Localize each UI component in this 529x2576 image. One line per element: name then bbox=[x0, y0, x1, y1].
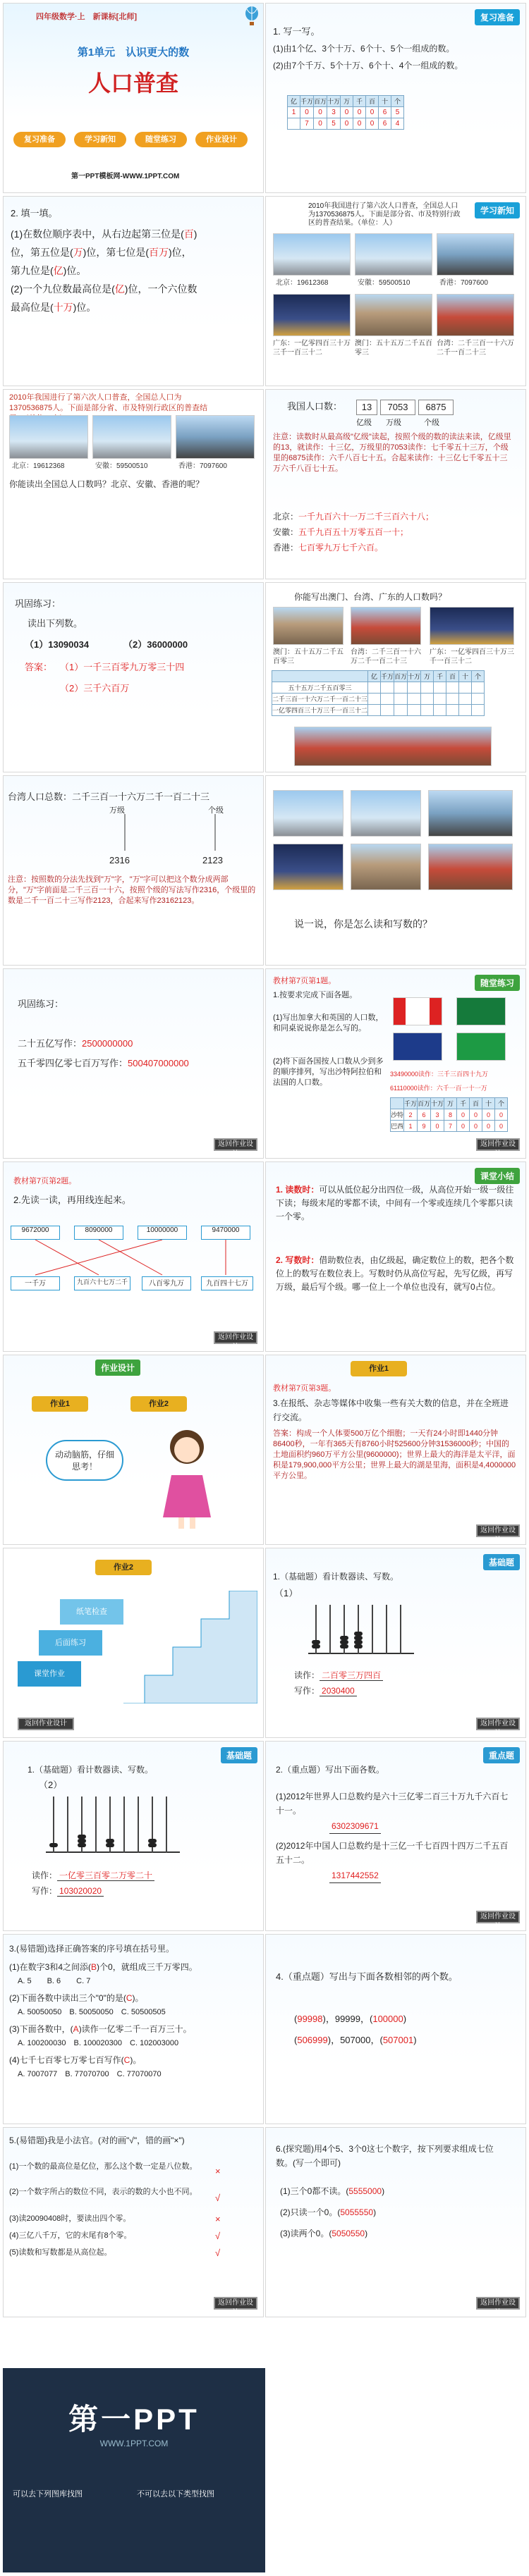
ans: 答案：构成一个人体要500万亿个细胞；一天有24小时即1440分钟86400秒，一年有365天有8760小时525600分钟31536000秒；中国的土地面积约960万平方公里(9600000)；世界上最大的海洋是太平洋，面积是179,900,000平方公里；世界上最大的湖是里海，面积是4,4000000平方公里。 bbox=[273, 1429, 516, 1480]
digit-13: 13 bbox=[356, 400, 377, 415]
cap-gd: 广东：一亿零四百三十万三千一百三十二 bbox=[273, 340, 351, 357]
ref: 教材第7页第1题。 bbox=[273, 977, 336, 985]
slide-match bbox=[3, 1161, 264, 1352]
photo-hongkong bbox=[437, 233, 514, 276]
l2: 五千零四亿零七百万写作：500407000000 bbox=[18, 1058, 189, 1068]
ans-label: 答案： bbox=[25, 662, 53, 672]
l4: (4)七千七百零七万零七百写作(C)。 bbox=[9, 2055, 142, 2065]
logo-text: 第一PPT bbox=[68, 2403, 200, 2436]
photo-guangdong bbox=[273, 294, 351, 336]
cap-macau: 澳门：五十五万二千五百零三 bbox=[273, 648, 343, 665]
tag-label: 随堂练习 bbox=[475, 975, 520, 991]
tag-label: 复习准备 bbox=[475, 9, 520, 25]
hint-2: 不可以去以下类型找图 bbox=[137, 2490, 214, 2498]
back-button[interactable]: 返回作业设计 bbox=[214, 1138, 257, 1151]
o1: A. 5 B. 6 C. 7 bbox=[18, 1977, 91, 1985]
digit-7053: 7053 bbox=[380, 400, 415, 415]
btn-learn[interactable]: 学习新知 bbox=[74, 132, 126, 147]
abacus bbox=[46, 1797, 180, 1853]
n2: （2）36000000 bbox=[123, 639, 188, 650]
bj: 北京：一千九百六十一万二千三百六十八； bbox=[273, 512, 434, 522]
question: 你能读出全国总人口数吗？北京、安徽、香港的呢？ bbox=[9, 479, 205, 489]
v1: 6302309671 bbox=[329, 1819, 381, 1834]
a1: × bbox=[215, 2166, 221, 2176]
slide-judge bbox=[3, 2127, 264, 2317]
cap-taiwan: 台湾：二千三百一十六万二千一百二十三 bbox=[351, 648, 421, 665]
q: 5.(易错题)我是小法官。(对的画"√"，错的画"×") bbox=[9, 2136, 185, 2145]
photo-1 bbox=[273, 790, 343, 837]
header-text: 四年级数学·上 新课标[北师] bbox=[36, 13, 137, 21]
back-button[interactable]: 返回作业设计 bbox=[214, 1331, 257, 1344]
question: 1. 写一写。 bbox=[273, 26, 320, 37]
photo-hongkong bbox=[176, 415, 255, 459]
slide-taiwan bbox=[3, 775, 264, 966]
i1: (1)一个数的最高位是亿位，那么这个数一定是八位数。 bbox=[9, 2162, 197, 2171]
l1: 二十五亿写作：2500000000 bbox=[18, 1038, 133, 1049]
cap-macau: 澳门：五十五万二千五百零三 bbox=[355, 340, 432, 357]
word-2[interactable]: 九百六十七万二千 bbox=[74, 1276, 130, 1290]
num-2[interactable]: 8090000 bbox=[74, 1226, 123, 1240]
slide-countries bbox=[265, 968, 526, 1159]
num-1[interactable]: 9672000 bbox=[11, 1226, 60, 1240]
ref: 教材第7页第3题。 bbox=[273, 1384, 336, 1393]
o2: A. 50050050 B. 50050050 C. 50500505 bbox=[18, 2008, 166, 2016]
num-4[interactable]: 9470000 bbox=[201, 1226, 250, 1240]
q: 6.(探究题)用4个5、3个0这七个数字，按下列要求组成七位数。(写一个即可) bbox=[276, 2144, 494, 2168]
lb: （2） bbox=[39, 1780, 63, 1790]
n1: （1）13090034 bbox=[25, 639, 90, 650]
photo-guangdong bbox=[430, 607, 514, 645]
step-1[interactable]: 课堂作业 bbox=[18, 1661, 81, 1687]
photo-beijing bbox=[273, 233, 351, 276]
n2: 61110000读作：六千一百一十一万 bbox=[390, 1085, 487, 1092]
p1: 1. 读数时：可以从低位起分出四位一级，从高位开始一级一级往下读；每级末尾的零都不读，中间有一个零或连续几个零都只读一个零。 bbox=[276, 1185, 514, 1221]
slide-review bbox=[265, 3, 526, 193]
q: 巩固练习： bbox=[15, 598, 61, 609]
bubble: 动动脑筋，仔细思考！ bbox=[46, 1440, 123, 1481]
slide-census-read bbox=[3, 389, 264, 579]
hw1-label: 作业1 bbox=[351, 1361, 407, 1376]
back-button[interactable]: 返回作业设计 bbox=[476, 2297, 520, 2310]
cap-anhui: 安徽：59500510 bbox=[95, 462, 148, 470]
ans2: （2）三千六百万 bbox=[60, 683, 130, 694]
hw2-button[interactable]: 作业2 bbox=[130, 1396, 187, 1412]
tag-label: 基础题 bbox=[483, 1554, 520, 1570]
back-button[interactable]: 返回作业设计 bbox=[476, 1718, 520, 1730]
r1: (99998)，99999，(100000) bbox=[294, 2014, 407, 2024]
lb: （1） bbox=[274, 1588, 298, 1598]
cap-beijing: 北京：19612368 bbox=[276, 279, 329, 287]
cap-gd: 广东：一亿零四百三十万三千一百三十二 bbox=[430, 648, 514, 665]
btn-practice[interactable]: 随堂练习 bbox=[135, 132, 187, 147]
a2: √ bbox=[215, 2193, 221, 2203]
line1: (1)在数位顺序表中，从右边起第三位是(百) 位，第五位是(万)位，第七位是(百万)位， 第九位是(亿)位。 (2)一个九位数最高位是(亿)位，一个六位数 最高位是(十万)位。 bbox=[11, 228, 197, 313]
q: 2.（重点题）写出下面各数。 bbox=[276, 1765, 385, 1775]
flag-canada bbox=[393, 997, 442, 1025]
write-table: 亿 千万 百万 十万 万 千 百 十 个 五十五万二千五百零三 二千三百一十六万二千一百二十三 一亿零四百三十万三千一百三十二 bbox=[272, 670, 485, 716]
slide-choose bbox=[3, 1934, 264, 2124]
write: 写作： 103020020 bbox=[32, 1884, 104, 1898]
l1: (1)三个0都不读。(5555000) bbox=[280, 2186, 385, 2196]
tag-label: 学习新知 bbox=[475, 202, 520, 218]
btn-homework[interactable]: 作业设计 bbox=[195, 132, 248, 147]
i5: (5)读数和写数都是从高位起。 bbox=[9, 2248, 112, 2257]
intro: 2010年我国进行了第六次人口普查，全国总人口为1370536875人。下面是部分省、市及特别行政区的普查结 bbox=[9, 393, 208, 412]
q: 2.先读一读，再用线连起来。 bbox=[13, 1195, 131, 1205]
ans1: （1）一千三百零九万零三十四 bbox=[60, 662, 185, 672]
o3: A. 100200030 B. 100020300 C. 102003000 bbox=[18, 2039, 179, 2047]
footer-banner bbox=[3, 2368, 265, 2572]
country-table: 千万 百万 十万 万 千 百 十 个 沙特 2 6 3 8 0 0 0 0 巴西 1 9 0 7 0 0 0 0 bbox=[390, 1097, 508, 1132]
slide-practice-read bbox=[3, 582, 264, 772]
l1: (1)在数字3和4之间添(B)个0，就组成三千万零四。 bbox=[9, 1962, 197, 1972]
photo-gate bbox=[294, 727, 492, 766]
l2: (2)2012年中国人口总数约是十三亿一千七百四十四万二千五百五十二。 bbox=[276, 1841, 509, 1865]
flag-brazil bbox=[456, 1033, 506, 1061]
cap-hk: 香港：7097600 bbox=[439, 279, 488, 287]
tag-label: 基础题 bbox=[221, 1747, 257, 1763]
step-3[interactable]: 纸笔检查 bbox=[60, 1599, 123, 1625]
wj: 万级 bbox=[109, 806, 125, 815]
digit-6875: 6875 bbox=[418, 400, 454, 415]
step-2[interactable]: 后面练习 bbox=[39, 1630, 102, 1656]
level-ge: 个级 bbox=[424, 419, 439, 427]
btn-review[interactable]: 复习准备 bbox=[13, 132, 66, 147]
girl-icon bbox=[159, 1426, 215, 1532]
photo-3 bbox=[428, 790, 513, 837]
a4: √ bbox=[215, 2231, 221, 2241]
unit-text: 第1单元 认识更大的数 bbox=[77, 47, 190, 58]
slide-hw1 bbox=[265, 1355, 526, 1545]
cap-taiwan: 台湾：二千三百一十六万二千一百二十三 bbox=[437, 340, 514, 357]
t1: 台湾人口总数：二千三百一十六万二千一百二十三 bbox=[8, 791, 210, 802]
slide-national-pop bbox=[265, 389, 526, 579]
slide-write-nums bbox=[265, 1741, 526, 1931]
word-4[interactable]: 九百四十七万 bbox=[201, 1276, 253, 1290]
slide-summary bbox=[265, 1161, 526, 1352]
q1a: (1)写出加拿大和英国的人口数，和同桌说说你是怎么写的。 bbox=[273, 1013, 384, 1033]
v2: 1317442552 bbox=[329, 1868, 381, 1883]
flag-uk bbox=[393, 1033, 442, 1061]
question: 2. 填一填。 bbox=[11, 208, 58, 218]
logo-site: WWW.1PPT.COM bbox=[99, 2439, 169, 2448]
back-button[interactable]: 返回作业设计 bbox=[476, 1524, 520, 1537]
slide-hw2 bbox=[3, 1548, 264, 1738]
intro: 2010年我国进行了第六次人口普查，全国总人口为1370536875人。下面是部分省、市及特别行政区的普查结果。（单位：人） bbox=[308, 202, 461, 227]
hw2-label: 作业2 bbox=[95, 1560, 152, 1575]
slide-explore bbox=[265, 2127, 526, 2317]
q: 说一说，你是怎么读和写数的？ bbox=[294, 918, 432, 930]
hk: 香港：七百零九万七千六百。 bbox=[273, 543, 384, 553]
slide-fill bbox=[3, 196, 264, 386]
q: 你能写出澳门、台湾、广东的人口数吗？ bbox=[294, 592, 447, 602]
slide-say bbox=[265, 775, 526, 966]
read: 读作： 二百零三万四百 bbox=[294, 1668, 383, 1682]
slide-title bbox=[3, 3, 264, 193]
arrow-lines bbox=[4, 804, 264, 861]
nat-label: 我国人口数： bbox=[287, 401, 343, 412]
slide-adjacent bbox=[265, 1934, 526, 2124]
a3: × bbox=[215, 2214, 221, 2224]
level-yi: 亿级 bbox=[356, 419, 372, 427]
photo-anhui bbox=[355, 233, 432, 276]
slide-abacus2 bbox=[3, 1741, 264, 1931]
flag-saudi bbox=[456, 997, 506, 1025]
a5: √ bbox=[215, 2248, 221, 2258]
tag-label: 作业设计 bbox=[95, 1360, 140, 1376]
cap-anhui: 安徽：59500510 bbox=[358, 279, 411, 287]
r2: (506999)，507000，(507001) bbox=[294, 2035, 417, 2045]
q: 4.（重点题）写出与下面各数相邻的两个数。 bbox=[276, 1971, 458, 1982]
back-button[interactable]: 返回作业设计 bbox=[18, 1718, 74, 1730]
tag-label: 重点题 bbox=[483, 1747, 520, 1763]
q: 1.（基础题）看计数器读、写数。 bbox=[273, 1572, 399, 1582]
q1: 1.按要求完成下面各题。 bbox=[273, 991, 358, 999]
photo-4 bbox=[273, 844, 343, 890]
l3: (3)下面各数中，(A)读作一亿零二千一百万三十。 bbox=[9, 2024, 192, 2034]
num-3[interactable]: 10000000 bbox=[138, 1226, 187, 1240]
match-lines bbox=[4, 1240, 264, 1282]
q1b: (2)将下面各国按人口数从少到多的顺序排列，写出沙特阿拉伯和法国的人口数。 bbox=[273, 1057, 384, 1087]
sub: 读出下列数。 bbox=[28, 618, 83, 629]
i4: (4)三亿八千万，它的末尾有8个零。 bbox=[9, 2231, 132, 2240]
word-3[interactable]: 八百零九万 bbox=[142, 1276, 191, 1290]
line1: (1)由1个亿、3个十万、6个十、5个一组成的数。 bbox=[273, 44, 455, 54]
q: 3.(易错题)选择正确答案的序号填在括号里。 bbox=[9, 1944, 175, 1954]
cap-beijing: 北京：19612368 bbox=[12, 462, 65, 470]
balloon-icon bbox=[245, 6, 259, 26]
back-button[interactable]: 返回作业设计 bbox=[476, 1138, 520, 1151]
photo-anhui bbox=[92, 415, 171, 459]
back-button[interactable]: 返回作业设计 bbox=[476, 1911, 520, 1923]
read: 读作： 一亿零三百零二万零二十 bbox=[32, 1868, 154, 1882]
photo-taiwan bbox=[437, 294, 514, 336]
place-value-table: 亿 千万 百万 十万 万 千 百 十 个 1 0 0 3 0 0 0 6 5 7 0 5 0 0 0 6 4 bbox=[287, 95, 404, 130]
photo-macau bbox=[273, 607, 343, 645]
l2: (2)下面各数中读出三个"0"的是(C)。 bbox=[9, 1993, 144, 2003]
n1: 33490000读作：三千三百四十九万 bbox=[390, 1071, 489, 1078]
i2: (2)一个数字所占的数位不同，表示的数的大小也不同。 bbox=[9, 2188, 197, 2196]
o4: A. 7007077 B. 77070700 C. 77070070 bbox=[18, 2070, 162, 2078]
back-button[interactable]: 返回作业设计 bbox=[214, 2297, 257, 2310]
photo-beijing bbox=[9, 415, 88, 459]
l1: (1)2012年世界人口总数约是六十三亿零二百三十万九千六百七十一。 bbox=[276, 1792, 509, 1816]
site-text: 第一PPT模板网-WWW.1PPT.COM bbox=[71, 173, 180, 180]
note: 注意：读数时从最高级"亿级"读起，按照个级的数的读法来读，亿级里的13，就读作：十三亿，万级里的7053读作：七千零五十三万，个级里的6875读作：六千八百七十五。合起来读作：十三亿七千零五十三万六千八百七十五。 bbox=[273, 433, 511, 473]
note: 注意：按照数的分法先找到"万"字，"万"字可以把这个数分成两部分，"万"字前面是二千三百一十六，按照个级的写法写作2316，个级里的数是二千一百二十三写作2123，合起来写作23162123。 bbox=[8, 875, 256, 905]
photo-2 bbox=[351, 790, 421, 837]
word-1[interactable]: 一千万 bbox=[11, 1276, 60, 1290]
level-wan: 万级 bbox=[386, 419, 401, 427]
cap-hk: 香港：7097600 bbox=[178, 462, 227, 470]
write: 写作： 2030400 bbox=[294, 1684, 357, 1698]
slide-census bbox=[265, 196, 526, 386]
ah: 安徽：五千九百五十万零五百一十； bbox=[273, 527, 409, 537]
w: 2316 bbox=[109, 855, 130, 865]
gj: 个级 bbox=[208, 806, 224, 815]
g: 2123 bbox=[202, 855, 223, 865]
slide-write-pop bbox=[265, 582, 526, 772]
slide-abacus1 bbox=[265, 1548, 526, 1738]
photo-macau bbox=[355, 294, 432, 336]
l3: (3)读两个0。(5050550) bbox=[280, 2229, 368, 2238]
l2: (2)只读一个0。(5055550) bbox=[280, 2207, 377, 2217]
q: 巩固练习： bbox=[18, 999, 64, 1009]
q: 1.（基础题）看计数器读、写数。 bbox=[28, 1765, 154, 1775]
photo-6 bbox=[428, 844, 513, 890]
slide-homework bbox=[3, 1355, 264, 1545]
p2: 2. 写数时：借助数位表，由亿级起，确定数位上的数，把各个数位上的数写在数位表上。写数时仍从高位写起，先写亿级，再写万级，最后写个级。哪一位上一个单位也没有，就写0占位。 bbox=[276, 1255, 514, 1292]
hint-1: 可以去下列图库找图 bbox=[13, 2490, 83, 2498]
ref: 教材第7页第2题。 bbox=[13, 1177, 77, 1185]
line2: (2)由7个千万、5个十万、6个十、4个一组成的数。 bbox=[273, 61, 463, 70]
photo-taiwan bbox=[351, 607, 421, 645]
slide-practice-write bbox=[3, 968, 264, 1159]
i3: (3)读20090408时，要读出四个零。 bbox=[9, 2214, 131, 2223]
photo-5 bbox=[351, 844, 421, 890]
stairs-graphic bbox=[123, 1591, 257, 1703]
page-title: 人口普查 bbox=[87, 70, 178, 96]
q: 3.在报纸、杂志等媒体中收集一些有关大数的信息，并在全班进行交流。 bbox=[273, 1398, 509, 1422]
abacus bbox=[308, 1605, 414, 1654]
hw1-button[interactable]: 作业1 bbox=[32, 1396, 88, 1412]
tag-label: 课堂小结 bbox=[475, 1168, 520, 1184]
